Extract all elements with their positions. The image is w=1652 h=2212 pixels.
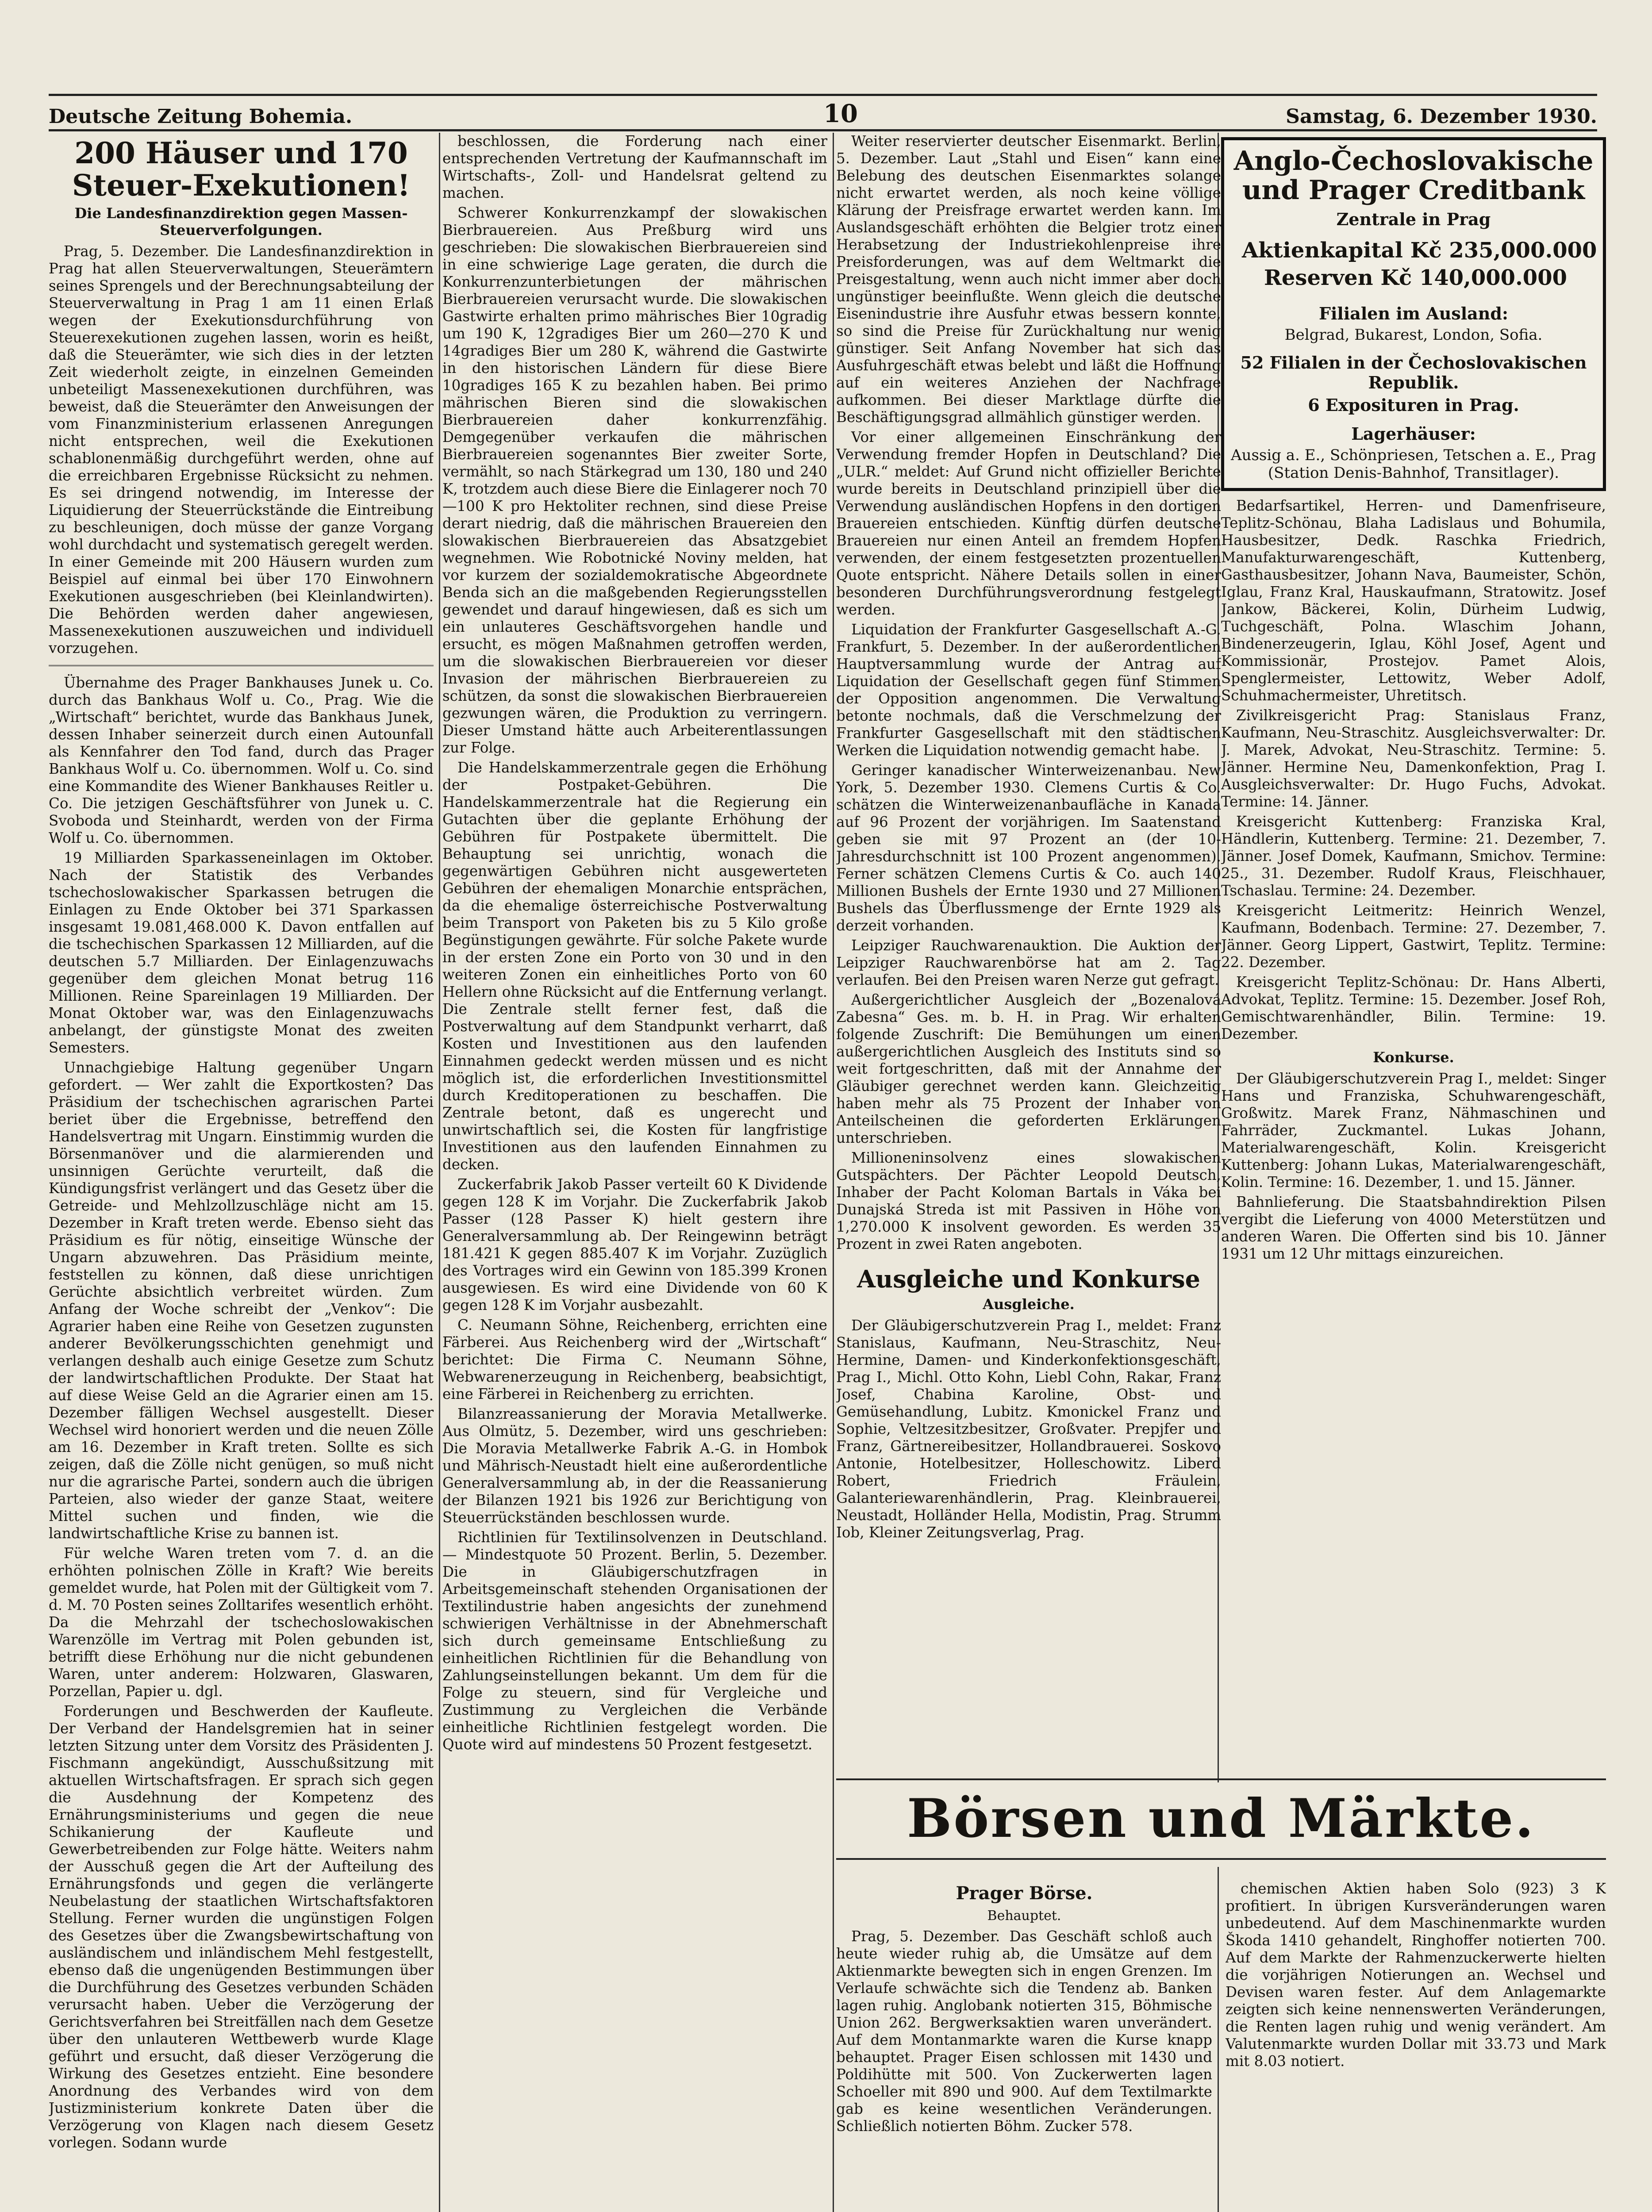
markets-subheading: Prager Börse. [956, 1883, 1093, 1904]
article-paragraph: Bilanzreassanierung der Moravia Metallwerke. Aus Olmütz, 5. Dezember, wird uns geschrieben: Die Moravia Metallwerke Fabrik A.-G. in Hombok und Mährisch-Neustadt hielt eine außerordentliche Generalversammlung ab, in der die Reassanierung der Bilanzen 1921 bis 1926 zur Berichtigung von Steuerrückständen beschlossen wurde. [442, 1406, 827, 1526]
article-paragraph: Unnachgiebige Haltung gegenüber Ungarn gefordert. — Wer zahlt die Exportkosten? Das Präsidium der tschechischen agrarischen Partei beriet über die Ergebnisse, betreffend den Handelsvertrag mit Ungarn. Einstimmig wurden die Börsenmanöver und die alarmierenden und unsinnigen Gerüchte verurteilt, daß die Kündigungsfrist verlängert und das Gesetz über die Getreide- und Mehlzollzuschläge nicht am 15. Dezember in Kraft treten werde. Ebenso sieht das Präsidium es für nötig, einseitige Wünsche der Ungarn abzuwehren. Das Präsidium meinte, feststellen zu können, daß diese unrichtigen Gerüchte absichtlich verbreitet würden. Zum Anfang der Woche schreibt der „Venkov“: Die Agrarier haben eine Reihe von Gesetzen zugunsten anderer Bevölkerungsschichten genehmigt und verlangen deshalb auch einige Gesetze zum Schutz der landwirtschaftlichen Produkte. Der Staat hat auf diese Weise Geld an die Agrarier einen am 15. Dezember fälligen Wechsel ausgestellt. Dieser Wechsel wird honoriert werden und die neuen Zölle am 16. Dezember in Kraft treten. Sollte es sich zeigen, daß die Zölle nicht genügen, so muß nicht nur die agrarische Partei, sondern auch die übrigen Parteien, also wieder der ganze Staat, weitere Mittel suchen und finden, wie die landwirtschaftliche Krise zu bannen ist. [49, 1059, 434, 1542]
article-paragraph: Bedarfsartikel, Herren- und Damenfriseure, Teplitz-Schönau, Blaha Ladislaus und Bohumila, Hausbesitzer, Dedk. Raschka Friedrich, Manufakturwarengeschäft, Kuttenberg, Gasthausbesitzer, Johann Nava, Baumeister, Schön, Iglau, Franz Kral, Hauskaufmann, Stratowitz. Josef Jankow, Bäckerei, Kolin, Dürheim Ludwig, Tuchgeschäft, Polna. Wlaschim Johann, Bindenerzeugerin, Iglau, Köhl Josef, Agent und Kommissionär, Prostejov. Pamet Alois, Spenglermeister, Lettowitz, Weber Adolf, Schuhmachermeister, Uhretitsch. [1221, 497, 1606, 704]
markets-tendency: Behauptet. [987, 1908, 1061, 1924]
markets-column-left [836, 1880, 1212, 2212]
article-paragraph: Leipziger Rauchwarenauktion. Die Auktion der Leipziger Rauchwarenbörse hat am 2. Tag verlaufen. Bei den Preisen waren Nerze gut gefragt. [836, 937, 1221, 988]
column-divider [833, 133, 834, 2212]
column-1 [49, 133, 434, 2212]
ad-warehouses-title: Lagerhäuser: [1351, 424, 1476, 444]
header-rule [49, 129, 1597, 131]
article-paragraph: Vor einer allgemeinen Einschränkung der Verwendung fremder Hopfen in Deutschland? Die „ULR.“ meldet: Auf Grund nicht offizieller Berichte wurde bereits in Deutschland prinzipiell über die Verwendung ausländischen Hopfens in den dortigen Brauereien entschieden. Künftig dürfen deutsche Brauereien nur einen Anteil an fremdem Hopfen verwenden, der einem festgesetzten prozentuellen Quote entspricht. Nähere Details sollen in einer besonderen Durchführungsverordnung festgelegt werden. [836, 429, 1221, 618]
ad-headquarters: Zentrale in Prag [1336, 209, 1491, 229]
article-paragraph: Außergerichtlicher Ausgleich der „Bozenalová Zabesna“ Ges. m. b. H. in Prag. Wir erhalten folgende Zuschrift: Die Bemühungen um einen außergerichtlichen Ausgleich des Instituts sind so weit fortgeschritten, daß mit der Annahme der Gläubiger gerechnet werden kann. Gleichzeitig haben mehr als 75 Prozent der Inhaber von Anteilscheinen die geforderten Erklärungen unterschrieben. [836, 991, 1221, 1146]
markets-title: Börsen und Märkte. [907, 1787, 1536, 1850]
article-paragraph: Bahnlieferung. Die Staatsbahndirektion Pilsen vergibt die Lieferung von 4000 Meterstützen und anderen Waren. Die Offerten sind bis 10. Jänner 1931 um 12 Uhr mittags einzureichen. [1221, 1194, 1606, 1262]
paper-name: Deutsche Zeitung Bohemia. [49, 105, 353, 128]
column-divider [1218, 1867, 1219, 2212]
article-paragraph: Zuckerfabrik Jakob Passer verteilt 60 K Dividende gegen 128 K im Vorjahr. Die Zuckerfabrik Jakob Passer (128 Passer K) hielt gestern ihre Generalversammlung ab. Der Reingewinn beträgt 181.421 K gegen 885.407 K im Vorjahr. Zuzüglich des Vortrages wird ein Gewinn von 185.399 Kronen ausgewiesen. Es wird eine Dividende von 60 K gegen 128 K im Vorjahr ausbezahlt. [442, 1176, 827, 1313]
article-paragraph: Für welche Waren treten vom 7. d. an die erhöhten polnischen Zölle in Kraft? Wie bereits gemeldet wurde, hat Polen mit der Gültigkeit vom 7. d. M. 70 Posten seines Zolltarifes wesentlich erhöht. Da die Mehrzahl der tschechoslowakischen Warenzölle im Vertrag mit Polen gebunden ist, betrifft diese Erhöhung nur die nicht gebundenen Waren, unter anderem: Holzwaren, Glaswaren, Porzellan, Papier u. dgl. [49, 1545, 434, 1700]
column-4 [1221, 133, 1606, 1774]
page-number: 10 [823, 99, 858, 128]
article-paragraph: beschlossen, die Forderung nach einer entsprechenden Vertretung der Kaufmannschaft im Wirtschafts-, Zoll- und Handelsrat geltend zu machen. [442, 133, 827, 201]
section-rule [836, 1858, 1606, 1860]
main-subhead: Die Landesfinanzdirektion gegen Massen-Steuerverfolgungen. [74, 205, 408, 239]
issue-date: Samstag, 6. Dezember 1930. [1286, 105, 1597, 128]
ad-reserves: Reserven Kč 140,000.000 [1264, 265, 1567, 290]
article-paragraph: Geringer kanadischer Winterweizenanbau. New York, 5. Dezember 1930. Clemens Curtis & Co. schätzen die Winterweizenanbaufläche in Kanada auf 96 Prozent der vorjährigen. Im Saatenstand geben sie mit 97 Prozent an (der 10-Jahresdurchschnitt ist 100 Prozent angenommen). Ferner schätzen Clemens Curtis & Co. auch 140 Millionen Bushels der Ernte 1930 und 27 Millionen Bushels das Überflussmenge der Ernte 1929 als derzeit vorhanden. [836, 762, 1221, 934]
article-paragraph: 19 Milliarden Sparkasseneinlagen im Oktober. Nach der Statistik des Verbandes tschechoslowakischer Sparkassen betrugen die Einlagen zu Ende Oktober bei 371 Sparkassen insgesamt 19.081,468.000 K. Davon entfallen auf die tschechischen Sparkassen 12 Milliarden, auf die deutschen 5.7 Milliarden. Der Einlagenzuwachs gegenüber dem gleichen Monat betrug 116 Millionen. Reine Spareinlagen 19 Milliarden. Der Monat Oktober war, was den Einlagenzuwachs anbelangt, der günstigste Monat des zweiten Semesters. [49, 849, 434, 1056]
article-paragraph: Prag, 5. Dezember. Das Geschäft schloß auch heute wieder ruhig ab, die Umsätze auf dem Aktienmarkte bewegten sich in engen Grenzen. Im Verlaufe schwächte sich die Tendenz ab. Banken lagen ruhig. Anglobank notierten 315, Böhmische Union 262. Bergwerksaktien waren unverändert. Auf dem Montanmarkte waren die Kurse knapp behauptet. Prager Eisen schlossen mit 1430 und Poldihütte mit 500. Von Zuckerwerten lagen Schoeller mit 890 und 900. Auf dem Textilmarkte gab es keine wesentlichen Veränderungen. Schließlich notierten Böhm. Zucker 578. [836, 1928, 1212, 2135]
article-paragraph: Der Gläubigerschutzverein Prag I., meldet: Franz Stanislaus, Kaufmann, Neu-Straschitz, Neu-Hermine, Damen- und Kinderkonfektionsgeschäft, Prag I., Michl. Otto Kohn, Liebl Cohn, Rakar, Franz Josef, Chabina Karoline, Obst- und Gemüsehandlung, Lubitz. Kmonickel Franz und Sophie, Veltzesitzbesitzer, Großvater. Prepjfer und Franz, Gärtnereibesitzer, Hollandbrauerei. Soskovo Antonie, Hotelbesitzer, Holleschowitz. Liberd Robert, Friedrich Fräulein, Galanteriewarenhändlerin, Prag. Kleinbrauerei, Neustadt, Holländer Hella, Modistin, Prag. Strumm Iob, Kleiner Zeitungsverlag, Prag. [836, 1317, 1221, 1541]
column-3 [836, 133, 1221, 1774]
top-rule [49, 94, 1597, 96]
article-paragraph: Die Handelskammerzentrale gegen die Erhöhung der Postpaket-Gebühren. Die Handelskammerzentrale hat die Regierung ein Gutachten über die geplante Erhöhung der Gebühren für Postpakete übermittelt. Die Behauptung sei unrichtig, wonach die gegenwärtigen Gebühren nicht ausgewerteten Gebühren der ehemaligen Monarchie entsprächen, da die ehemalige österreichische Postverwaltung beim Transport von Paketen bis zu 5 Kilo große Begünstigungen gewährte. Für solche Pakete wurde in der ersten Zone ein Porto von 30 und in den weiteren Zonen ein einheitliches Porto von 60 Hellern ohne Rücksicht auf die Entfernung verlangt. Die Zentrale stellt ferner fest, daß die Postverwaltung auf dem Standpunkt verharrt, daß Kosten und Investitionen aus den laufenden Einnahmen gedeckt werden müssen und es nicht möglich ist, die erforderlichen Investitionsmittel durch Kreditoperationen zu beschaffen. Die Zentrale betont, daß es ungerecht und unwirtschaftlich sei, die Kosten für langfristige Investitionen aus den laufenden Einnahmen zu decken. [442, 759, 827, 1173]
article-paragraph: Kreisgericht Kuttenberg: Franziska Kral, Händlerin, Kuttenberg. Termine: 21. Dezember, 7. Jänner. Josef Domek, Kaufmann, Smichov. Termine: 25., 31. Dezember. Rudolf Kraus, Fleischhauer, Tschaslau. Termine: 24. Dezember. [1221, 813, 1606, 899]
column-divider [439, 133, 440, 2212]
ad-abroad-title: Filialen im Ausland: [1318, 303, 1509, 323]
article-paragraph: Zivilkreisgericht Prag: Stanislaus Franz, Kaufmann, Neu-Straschitz. Ausgleichsverwalter: Dr. J. Marek, Advokat, Neu-Straschitz. Termine: 5. Jänner. Hermine Neu, Damenkonfektion, Prag I. Ausgleichsverwalter: Dr. Hugo Fuchs, Advokat. Termine: 14. Jänner. [1221, 707, 1606, 810]
article-paragraph: Kreisgericht Teplitz-Schönau: Dr. Hans Alberti, Advokat, Teplitz. Termine: 15. Dezember. Josef Roh, Gemischtwarenhändler, Bilin. Termine: 19. Dezember. [1221, 974, 1606, 1042]
ad-bank-name: Anglo-Čechoslovakische und Prager Creditbank [1233, 146, 1594, 206]
bank-advertisement [1221, 137, 1606, 491]
article-paragraph: Prag, 5. Dezember. Die Landesfinanzdirektion in Prag hat allen Steuerverwaltungen, Steuerämtern seines Sprengels und der Berechnungsabteilung der Steuerverwaltung in Prag 1 am 11 einen Erlaß wegen der Exekutionsdurchführung von Steuerexekutionen zugehen lassen, worin es heißt, daß die Steuerämter, wie sich dies in der letzten Zeit wiederholt zeigte, in einzelnen Gemeinden unbeteiligt Massenexekutionen durchführen, was beweist, daß die Steuerämter den Anweisungen der vom Finanzministerium erlassenen Anregungen nicht entsprechen, weil die Exekutionen schablonenmäßig durchgeführt werden, ohne auf die erreichbaren Ergebnisse Rücksicht zu nehmen. Es sei dringend notwendig, im Interesse der Liquidierung der Steuerrückstände die Eintreibung zu beschleunigen, doch müsse der ganze Vorgang wohl durchdacht und systematisch geregelt werden. In einer Gemeinde mit 200 Häusern wurden zum Beispiel auf einmal bei über 170 Einwohnern Exekutionen ausgeschrieben (bei Kleinlandwirten). Die Behörden werden daher angewiesen, Massenexekutionen auszuweichen und individuell vorzugehen. [49, 243, 434, 657]
main-headline: 200 Häuser und 170 Steuer-Exekutionen! [72, 136, 411, 203]
section-rule [836, 1778, 1606, 1780]
article-paragraph: Der Gläubigerschutzverein Prag I., meldet: Singer Hans und Franziska, Schuhwarengeschäft, Großwitz. Marek Franz, Nähmaschinen und Fahrräder, Zuckmantel. Lukas Johann, Materialwarengeschäft, Kolin. Kreisgericht Kuttenberg: Johann Lukas, Materialwarengeschäft, Kolin. Termine: 16. Dezember, 1. und 15. Jänner. [1221, 1070, 1606, 1190]
article-paragraph: Millioneninsolvenz eines slowakischen Gutspächters. Der Pächter Leopold Deutsch, Inhaber der Pacht Koloman Bartals in Váka bei Dunajská Streda ist mit Passiven in Höhe von 1,270.000 K insolvent geworden. Es werden 35 Prozent in zwei Raten angeboten. [836, 1149, 1221, 1252]
article-paragraph: C. Neumann Söhne, Reichenberg, errichten eine Färberei. Aus Reichenberg wird der „Wirtschaft“ berichtet: Die Firma C. Neumann Söhne, Webwarenerzeugung in Reichenberg, beabsichtigt, eine Färberei in Reichenberg zu errichten. [442, 1317, 827, 1402]
article-paragraph: Weiter reservierter deutscher Eisenmarkt. Berlin, 5. Dezember. Laut „Stahl und Eisen“ kann eine Belebung des deutschen Eisenmarktes solange nicht erwartet werden, als noch keine völlige Klärung der Preisfrage erwartet werden kann. Im Auslandsgeschäft erhöhten die Belgier trotz einer Herabsetzung der Industriekohlenpreise ihre Preisforderungen, was auf dem Weltmarkt die Preisgestaltung, wenn auch nicht immer aber doch ungünstiger beeinflußte. Wenn gleich die deutsche Eisenindustrie ihre Ausfuhr etwas bessern konnte, so sind die Preise für Zurückhaltung nur wenig günstiger. Seit Anfang November hat sich das Ausfuhrgeschäft etwas belebt und läßt die Hoffnung auf ein weiteres Anziehen der Nachfrage aufkommen. Bei dieser Marktlage dürfte die Beschäftigungsgrad allmählich günstiger werden. [836, 133, 1221, 426]
markets-column-right [1226, 1880, 1606, 2212]
article-paragraph: Übernahme des Prager Bankhauses Junek u. Co. durch das Bankhaus Wolf u. Co., Prag. Wie die „Wirtschaft“ berichtet, wurde das Bankhaus Junek, dessen Inhaber seinerzeit durch einen Autounfall als Kennfahrer den Tod fand, durch das Prager Bankhaus Wolf u. Co. übernommen. Wolf u. Co. sind eine Kommandite des Wiener Bankhauses Reitler u. Co. Die jetzigen Geschäftsführer von Junek u. C. Svoboda und Steinhardt, werden von der Firma Wolf u. Co. übernommen. [49, 674, 434, 847]
ad-warehouses-list: Aussig a. E., Schönpriesen, Tetschen a. E., Prag (Station Denis-Bahnhof, Transitlager). [1231, 446, 1596, 482]
ad-capital: Aktienkapital Kč 235,000.000 [1242, 238, 1597, 263]
section-subheading: Ausgleiche. [983, 1296, 1075, 1313]
article-paragraph: chemischen Aktien haben Solo (923) 3 K profitiert. In übrigen Kursveränderungen waren unbedeutend. Auf dem Maschinenmarkte wurden Škoda 1410 gehandelt, Ringhoffer notierten 700. Auf dem Markte der Rahmenzuckerwerte hielten die vorjährigen Notierungen an. Wechsel und Devisen waren fester. Auf dem Anlagemarkte zeigten sich keine nennenswerten Veränderungen, die Renten lagen ruhig und wenig verändert. Am Valutenmarkte wurden Dollar mit 33.73 und Mark mit 8.03 notiert. [1226, 1880, 1606, 2070]
article-paragraph: Kreisgericht Leitmeritz: Heinrich Wenzel, Kaufmann, Bodenbach. Termine: 27. Dezember, 7. Jänner. Georg Lippert, Gastwirt, Teplitz. Termine: 22. Dezember. [1221, 902, 1606, 971]
article-paragraph: Liquidation der Frankfurter Gasgesellschaft A.-G. Frankfurt, 5. Dezember. In der außerordentlichen Hauptversammlung wurde der Antrag auf Liquidation der Gesellschaft gegen fünf Stimmen der Opposition angenommen. Die Verwaltung betonte nochmals, daß die Verschmelzung der Frankfurter Gasgesellschaft mit den städtischen Werken die Liquidation notwendig gemacht habe. [836, 621, 1221, 759]
ad-exposituren: 6 Exposituren in Prag. [1308, 395, 1519, 415]
ad-abroad-list: Belgrad, Bukarest, London, Sofia. [1284, 326, 1543, 344]
ad-branches: 52 Filialen in der Čechoslovakischen Republik. [1240, 353, 1587, 392]
section-subheading: Konkurse. [1373, 1049, 1454, 1066]
section-heading: Ausgleiche und Konkurse [857, 1265, 1200, 1293]
article-paragraph: Schwerer Konkurrenzkampf der slowakischen Bierbrauereien. Aus Preßburg wird uns geschrieben: Die slowakischen Bierbrauereien sind in eine schwierige Lage geraten, die durch die Konkurrenzunterbietungen der mährischen Bierbrauereien verursacht wurde. Die slowakischen Gastwirte erhalten primo mährisches Bier 10gradig um 190 K, 12gradiges Bier um 260—270 K und 14gradiges Bier um 280 K, während die Gastwirte in den historischen Ländern für diese Biere 10gradiges 165 K zu bezahlen haben. Bei primo mährischen Bieren sind die slowakischen Bierbrauereien daher konkurrenzfähig. Demgegenüber verkaufen die mährischen Bierbrauereien sogenanntes Bier zweiter Sorte, vermählt, so nach Stärkegrad um 130, 180 und 240 K, trotzdem auch diese Biere die Einlagerer noch 70—100 K pro Hektoliter rechnen, sind diese Preise derart niedrig, daß die mährischen Brauereien den slowakischen Bierbrauereien das Absatzgebiet wegnehmen. Wie Robotnické Noviny melden, hat vor kurzem der sozialdemokratische Abgeordnete Benda sich an die maßgebenden Regierungsstellen gewendet und darauf hingewiesen, daß es sich um ein unlauteres Geschäftsvorgehen handle und ersucht, es mögen Maßnahmen getroffen werden, um die slowakischen Bierbrauereien vor dieser Invasion der mährischen Bierbrauereien zu schützen, da sonst die slowakischen Bierbrauereien gezwungen wären, die Produktion zu verringern. Dieser Umstand hätte auch Arbeiterentlassungen zur Folge. [442, 204, 827, 756]
article-paragraph: Richtlinien für Textilinsolvenzen in Deutschland. — Mindestquote 50 Prozent. Berlin, 5. Dezember. Die in Gläubigerschutzfragen in Arbeitsgemeinschaft stehenden Organisationen der Textilindustrie haben angesichts der zunehmend schwierigen Verhältnisse in der Abnehmerschaft sich durch gemeinsame Entschließung zu einheitlichen Richtlinien für die Behandlung von Zahlungseinstellungen bekannt. Um dem für die Folge zu steuern, sind für Vergleiche und Zustimmung zu Vergleichen die Verbände einheitliche Richtlinien festgelegt worden. Die Quote wird auf mindestens 50 Prozent festgesetzt. [442, 1529, 827, 1753]
column-2 [442, 133, 827, 2212]
separator [49, 665, 434, 666]
article-paragraph: Forderungen und Beschwerden der Kaufleute. Der Verband der Handelsgremien hat in seiner letzten Sitzung unter dem Vorsitz des Präsidenten J. Fischmann angekündigt, Ausschußsitzung mit aktuellen Wirtschaftsfragen. Er sprach sich gegen die Ausdehnung der Kompetenz des Ernährungsministeriums und gegen die neue Schikanierung der Kaufleute und Gewerbetreibenden zur Folge hätte. Weiters nahm der Ausschuß gegen die Art der Aufteilung des Ernährungsfonds und gegen die verlängerte Neubelastung der staatlichen Wirtschaftsfaktoren Stellung. Ferner wurden die ungünstigen Folgen des Gesetzes über die Zwangsbewirtschaftung von ausländischem und inländischem Mehl festgestellt, ebenso daß die ungenügenden Bestimmungen über die Durchführung des Gesetzes verbunden Schäden verursacht haben. Ueber die Verzögerung der Gerichtsverfahren bei Streitfällen nach dem Gesetze über den unlauteren Wettbewerb wurde Klage geführt und ersucht, daß dieser Verzögerung die Wirkung des Gesetzes entzieht. Eine besondere Anordnung des Verbandes wird von dem Justizministerium konkrete Daten über die Verzögerung von Klagen nach diesem Gesetz vorlegen. Sodann wurde [49, 1703, 434, 2151]
